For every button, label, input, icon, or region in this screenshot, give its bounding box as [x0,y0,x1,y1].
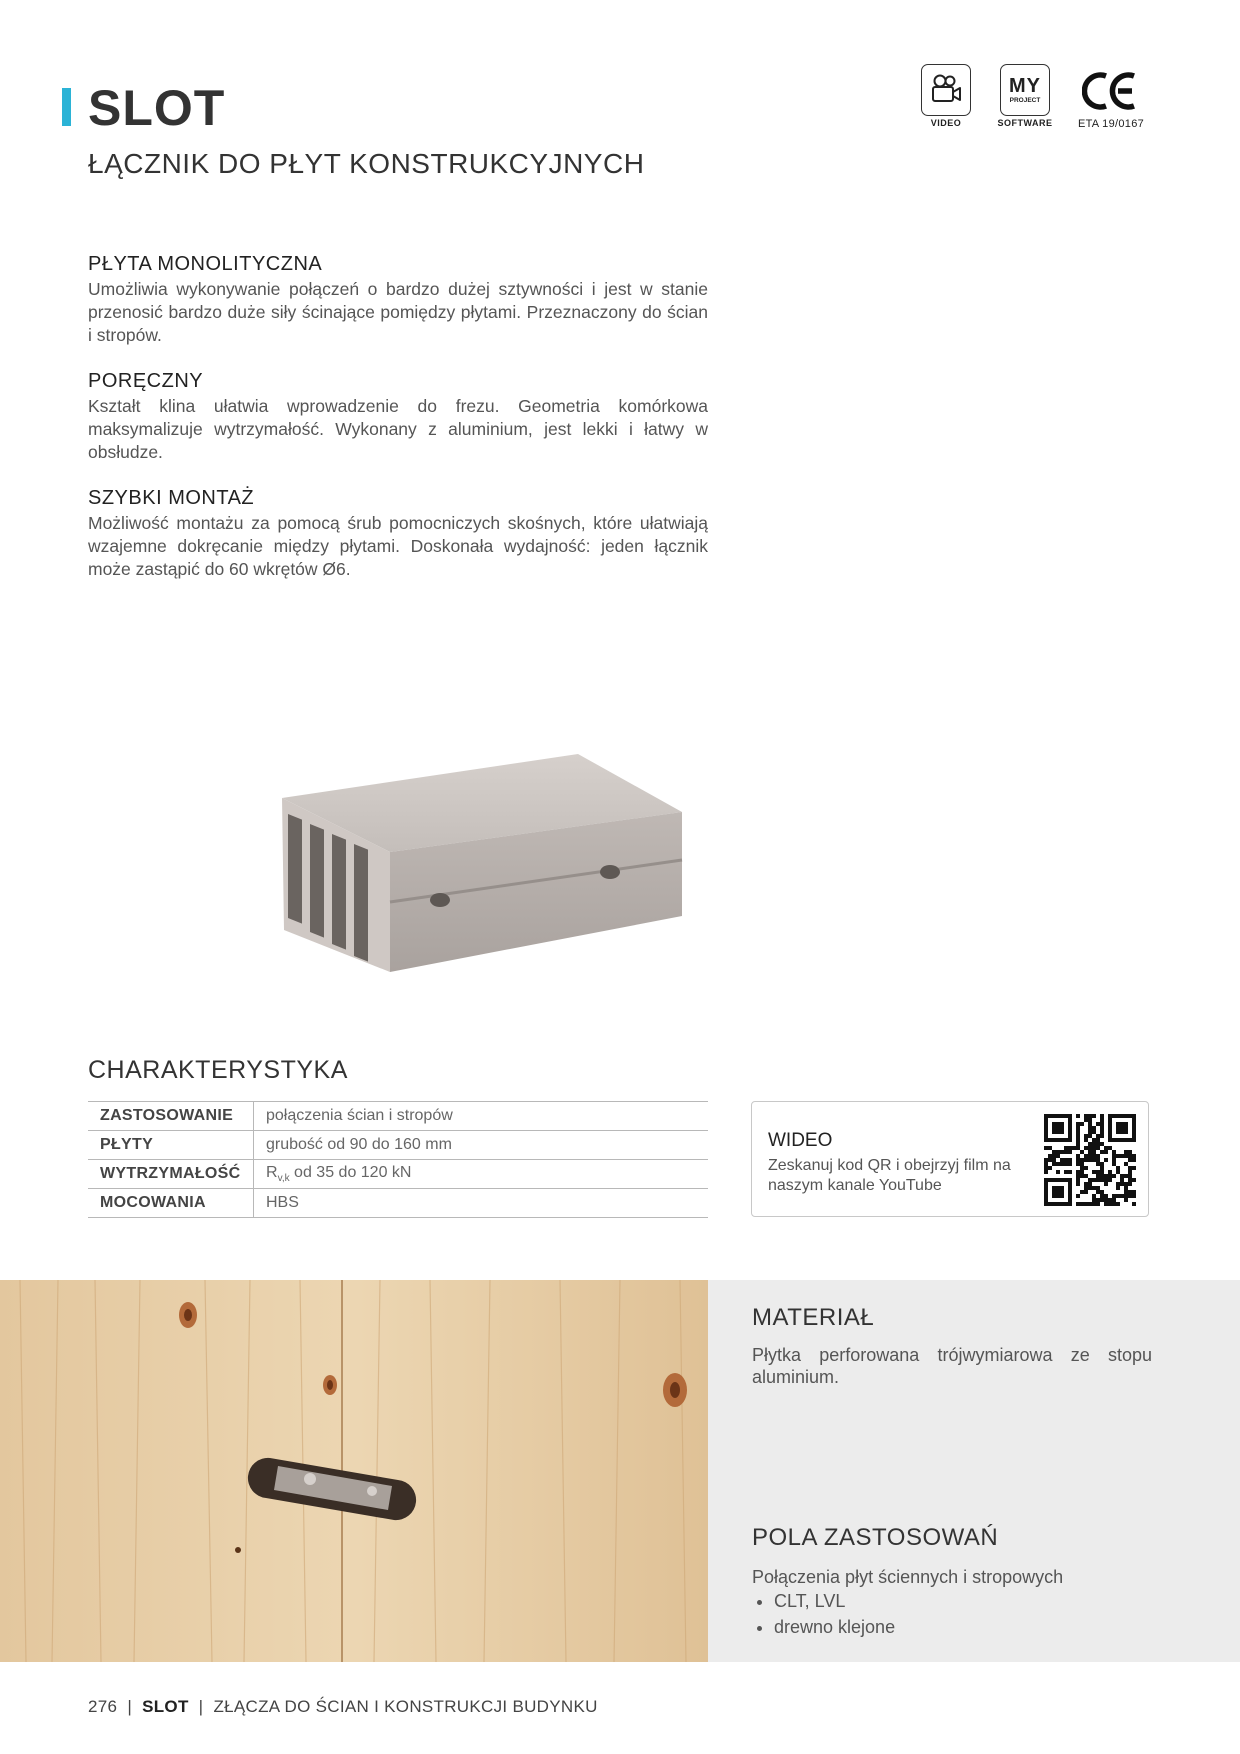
spec-value-text: od 35 do 120 kN [289,1163,412,1181]
feature-monolithic [88,253,708,347]
table-row [88,1102,708,1131]
spec-key: ZASTOSOWANIE [88,1102,254,1131]
table-row [88,1160,708,1189]
feature-text: Kształt klina ułatwia wprowadzenie do frezu. Geometria komórkowa maksymalizuje wytrzymałość. Wykonany z aluminium, jest lekki i łatwy w obsłudze. [88,396,708,462]
applications-list [752,1588,895,1640]
feature-heading: PŁYTA MONOLITYCZNA [88,253,323,275]
ce-mark-icon [1082,70,1140,112]
list-item: • CLT, LVL [774,1588,895,1614]
spec-key: PŁYTY [88,1131,254,1160]
spec-value: grubość od 90 do 160 mm [254,1131,709,1160]
characteristics-title: CHARAKTERYSTYKA [88,1056,348,1084]
list-item: • drewno klejone [774,1614,895,1640]
info-panel [708,1280,1240,1662]
product-image [270,740,700,980]
video-badge[interactable] [921,64,971,116]
feature-heading: SZYBKI MONTAŻ [88,487,255,509]
video-box [751,1101,1149,1217]
eta-label: ETA 19/0167 [1077,118,1145,130]
page-subtitle: ŁĄCZNIK DO PŁYT KONSTRUKCYJNYCH [88,148,645,179]
spec-value [254,1160,709,1189]
material-text: Płytka perforowana trójwymiarowa ze stopu aluminium. [752,1345,1152,1387]
installation-photo [0,1280,708,1662]
table-row [88,1189,708,1218]
feature-text: Możliwość montażu za pomocą śrub pomocniczych skośnych, które ułatwiają wzajemne dokręcanie między płytami. Doskonała wydajność: jeden łącznik może zastąpić do 60 wkrętów Ø6. [88,513,708,579]
footer-product: SLOT [142,1697,189,1716]
page-title: SLOT [88,80,226,136]
video-text: Zeskanuj kod QR i obejrzyj film na naszym kanale YouTube [768,1157,1011,1194]
page-footer [88,1697,598,1717]
video-title: WIDEO [768,1130,833,1151]
spec-value: HBS [254,1189,709,1218]
footer-separator: | [122,1697,138,1716]
software-badge-label: SOFTWARE [997,118,1053,128]
feature-handy [88,370,708,464]
video-badge-label: VIDEO [930,118,962,128]
applications-title: POLA ZASTOSOWAŃ [752,1524,999,1551]
video-camera-icon [927,71,965,109]
my-project-icon: MY PROJECT [1009,74,1041,104]
title-accent-bar [62,88,71,126]
characteristics-table [88,1101,708,1218]
material-title: MATERIAŁ [752,1304,875,1331]
spec-subscript: v,k [277,1173,290,1185]
spec-key: MOCOWANIA [88,1189,254,1218]
footer-separator: | [193,1697,209,1716]
spec-key: WYTRZYMAŁOŚĆ [88,1160,254,1189]
table-row [88,1131,708,1160]
feature-fast-assembly [88,487,708,581]
spec-value: połączenia ścian i stropów [254,1102,709,1131]
my-project-badge[interactable] [1000,64,1050,116]
qr-code-icon[interactable] [1044,1114,1136,1206]
feature-heading: PORĘCZNY [88,370,204,392]
footer-section: ZŁĄCZA DO ŚCIAN I KONSTRUKCJI BUDYNKU [213,1697,598,1716]
feature-text: Umożliwia wykonywanie połączeń o bardzo dużej sztywności i jest w stanie przenosić bardzo duże siły ścinające pomiędzy płytami. Przeznaczony do ścian i stropów. [88,279,708,345]
applications-intro: Połączenia płyt ściennych i stropowych [752,1567,1064,1587]
spec-symbol: R [266,1163,278,1181]
page-number: 276 [88,1697,118,1716]
